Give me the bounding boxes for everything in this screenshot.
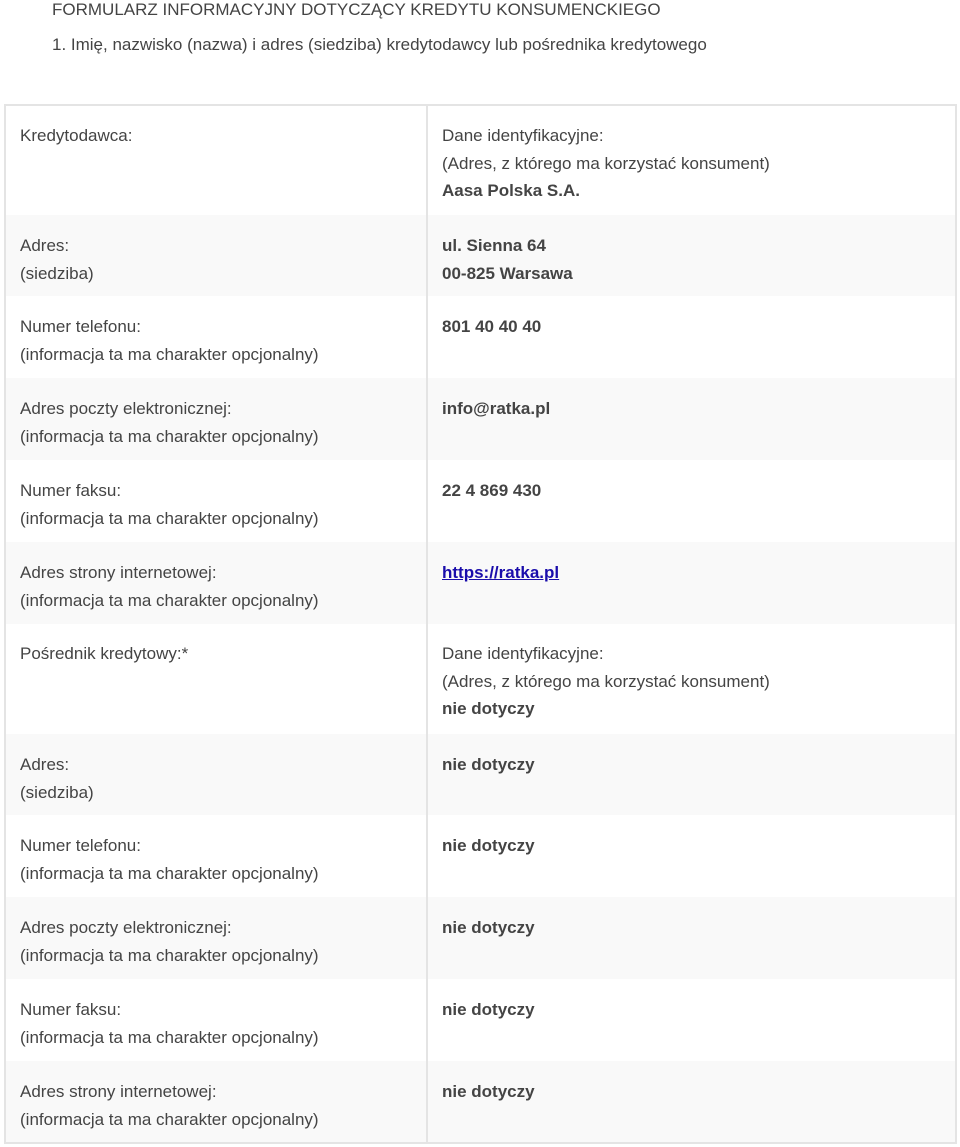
fax-sublabel: (informacja ta ma charakter opcjonalny) bbox=[20, 508, 319, 528]
label-cell bbox=[5, 815, 427, 897]
label-cell bbox=[5, 105, 427, 215]
document-title: FORMULARZ INFORMACYJNY DOTYCZĄCY KREDYTU KONSUMENCKIEGO bbox=[52, 0, 661, 19]
table-row bbox=[5, 624, 956, 734]
value-cell bbox=[427, 815, 956, 897]
table-row bbox=[5, 1061, 956, 1143]
website-link[interactable]: https://ratka.pl bbox=[442, 563, 560, 582]
ident-label: Dane identyfikacyjne: bbox=[442, 644, 604, 663]
table-row bbox=[5, 296, 956, 378]
info-table bbox=[4, 104, 957, 1144]
website-sublabel: (informacja ta ma charakter opcjonalny) bbox=[20, 590, 319, 610]
posrednik-label: Pośrednik kredytowy:* bbox=[20, 644, 189, 663]
value-cell bbox=[427, 734, 956, 815]
phone-label: Numer telefonu: bbox=[20, 836, 141, 855]
label-cell bbox=[5, 542, 427, 624]
website-label: Adres strony internetowej: bbox=[20, 563, 217, 582]
table-row bbox=[5, 215, 956, 296]
website-sublabel: (informacja ta ma charakter opcjonalny) bbox=[20, 1109, 319, 1129]
value-cell bbox=[427, 897, 956, 979]
section-heading: 1. Imię, nazwisko (nazwa) i adres (siedziba) kredytodawcy lub pośrednika kredytowego bbox=[52, 35, 707, 54]
ident-sublabel: (Adres, z którego ma korzystać konsument) bbox=[442, 671, 770, 691]
website-label: Adres strony internetowej: bbox=[20, 1082, 217, 1101]
ident-label: Dane identyfikacyjne: bbox=[442, 126, 604, 145]
fax-label: Numer faksu: bbox=[20, 1000, 122, 1019]
email-sublabel: (informacja ta ma charakter opcjonalny) bbox=[20, 945, 319, 965]
email-label: Adres poczty elektronicznej: bbox=[20, 399, 232, 418]
value-cell bbox=[427, 1061, 956, 1143]
email-value: info@ratka.pl bbox=[442, 399, 551, 418]
table-row bbox=[5, 897, 956, 979]
kredytodawca-label: Kredytodawca: bbox=[20, 126, 133, 145]
kredytodawca-name: Aasa Polska S.A. bbox=[442, 181, 580, 200]
address-sublabel: (siedziba) bbox=[20, 782, 94, 802]
phone-sublabel: (informacja ta ma charakter opcjonalny) bbox=[20, 344, 319, 364]
label-cell bbox=[5, 296, 427, 378]
label-cell bbox=[5, 378, 427, 460]
address-label: Adres: bbox=[20, 755, 70, 774]
ident-sublabel: (Adres, z którego ma korzystać konsument) bbox=[442, 153, 770, 173]
table-row bbox=[5, 105, 956, 215]
address-label: Adres: bbox=[20, 236, 70, 255]
value-cell bbox=[427, 979, 956, 1061]
address-value: nie dotyczy bbox=[442, 755, 535, 774]
phone-value: 801 40 40 40 bbox=[442, 317, 542, 336]
address-street: ul. Sienna 64 bbox=[442, 236, 546, 255]
email-value: nie dotyczy bbox=[442, 918, 535, 937]
label-cell bbox=[5, 460, 427, 542]
table-row bbox=[5, 460, 956, 542]
label-cell bbox=[5, 1061, 427, 1143]
website-value: nie dotyczy bbox=[442, 1082, 535, 1101]
email-sublabel: (informacja ta ma charakter opcjonalny) bbox=[20, 426, 319, 446]
value-cell bbox=[427, 105, 956, 215]
phone-sublabel: (informacja ta ma charakter opcjonalny) bbox=[20, 863, 319, 883]
value-cell bbox=[427, 296, 956, 378]
table-row bbox=[5, 378, 956, 460]
label-cell bbox=[5, 624, 427, 734]
value-cell bbox=[427, 624, 956, 734]
phone-value: nie dotyczy bbox=[442, 836, 535, 855]
address-city: 00-825 Warsawa bbox=[442, 263, 573, 283]
email-label: Adres poczty elektronicznej: bbox=[20, 918, 232, 937]
label-cell bbox=[5, 897, 427, 979]
phone-label: Numer telefonu: bbox=[20, 317, 141, 336]
fax-label: Numer faksu: bbox=[20, 481, 122, 500]
posrednik-name: nie dotyczy bbox=[442, 699, 535, 718]
label-cell bbox=[5, 215, 427, 296]
value-cell bbox=[427, 460, 956, 542]
table-row bbox=[5, 979, 956, 1061]
address-sublabel: (siedziba) bbox=[20, 263, 94, 283]
value-cell bbox=[427, 215, 956, 296]
fax-sublabel: (informacja ta ma charakter opcjonalny) bbox=[20, 1027, 319, 1047]
fax-value: nie dotyczy bbox=[442, 1000, 535, 1019]
label-cell bbox=[5, 979, 427, 1061]
fax-value: 22 4 869 430 bbox=[442, 481, 542, 500]
value-cell bbox=[427, 378, 956, 460]
label-cell bbox=[5, 734, 427, 815]
table-row bbox=[5, 542, 956, 624]
value-cell bbox=[427, 542, 956, 624]
table-row bbox=[5, 734, 956, 815]
table-row bbox=[5, 815, 956, 897]
